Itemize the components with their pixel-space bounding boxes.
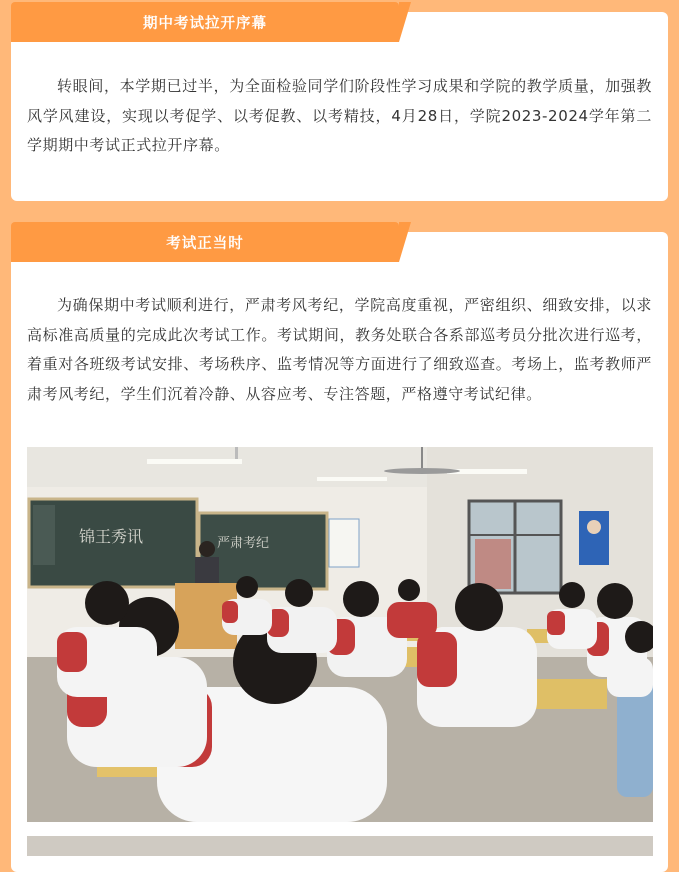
- section-title: 考试正当时: [166, 235, 244, 252]
- section-title: 期中考试拉开序幕: [143, 15, 267, 32]
- section-paragraph: 转眼间，本学期已过半，为全面检验同学们阶段性学习成果和学院的教学质量，加强教风学风建设，实现以考促学、以考促教、以考精技，4月28日，学院2023-2024学年第二学期期中考试正式拉开序幕。: [27, 77, 652, 154]
- second-photo-top: [27, 836, 653, 856]
- board-left-text: 锦王秀讯: [79, 527, 144, 546]
- exam-classroom-photo: [27, 447, 653, 822]
- section-paragraph: 为确保期中考试顺利进行，严肃考风考纪，学院高度重视，严密组织、细致安排，以求高标准高质量的完成此次考试工作。考试期间，教务处联合各系部巡考员分批次进行巡考，着重对各班级考试安排、考场秩序、监考情况等方面进行了细致巡查。考场上，监考教师严肃考风考纪，学生们沉着冷静、从容应考、专注答题，严格遵守考试纪律。: [27, 296, 652, 403]
- board-right-text: 严肃考纪: [217, 536, 270, 551]
- section-title-tab: [11, 2, 399, 42]
- section-title-tab: [11, 222, 399, 262]
